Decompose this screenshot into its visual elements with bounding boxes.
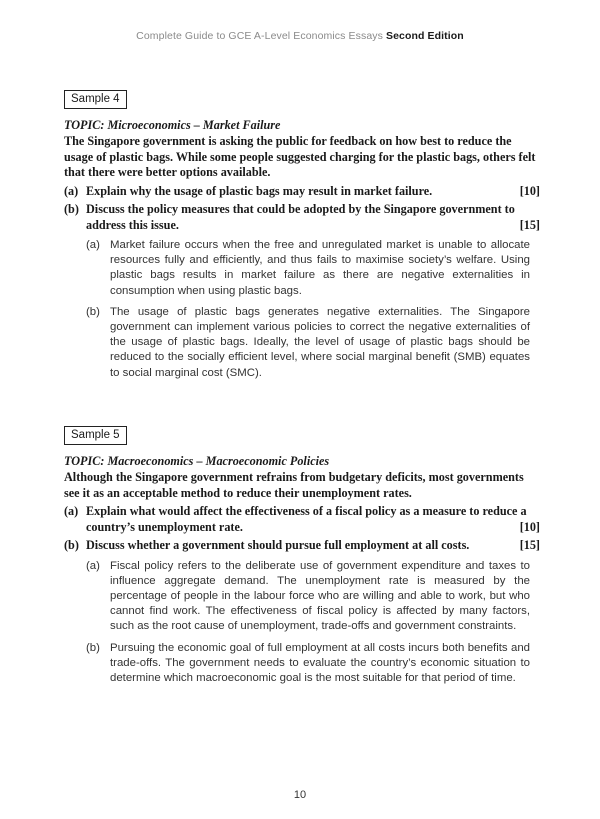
sample-5-section — [64, 453, 540, 686]
question-marks: [15] — [519, 217, 540, 232]
sample-5-label: Sample 5 — [64, 426, 127, 445]
sample-4-label: Sample 4 — [64, 90, 127, 109]
answer-text: Pursuing the economic goal of full employment at all costs incurs both benefits and trade-offs. The government needs to evaluate the country’s economic situation to determine which macroeconomic goal is the most suitable for that period of time. — [110, 641, 530, 684]
page-number: 10 — [293, 789, 307, 801]
answer-text: The usage of plastic bags generates negative externalities. The Singapore government can implement various policies to correct the negative externalities of the usage of plastic bags. Ideally, the level of usage of plastic bags should be reduced to the socially efficient level, where social marginal benefit (SMB) equates to social marginal cost (SMC). — [110, 305, 530, 379]
sample-5-question-b — [64, 538, 540, 554]
question-text: Explain why the usage of plastic bags may result in market failure. — [86, 183, 433, 198]
sample-4-answer-b — [64, 305, 540, 381]
header-title: Complete Guide to GCE A-Level Economics Essays — [136, 30, 383, 42]
question-label: (b) — [64, 538, 79, 552]
answer-text: Market failure occurs when the free and unregulated market is unable to allocate resources fully and efficiently, and thus fails to maximise society’s welfare. Using plastic bags results in market failure as there are negative externalities in consumption when using plastic bags. — [110, 239, 530, 297]
sample-5-topic: TOPIC: Macroeconomics – Macroeconomic Policies — [64, 454, 330, 468]
question-label: (a) — [64, 504, 79, 518]
running-header — [0, 30, 600, 42]
question-text: Discuss whether a government should pursue full employment at all costs. — [86, 538, 470, 552]
question-text: Discuss the policy measures that could be adopted by the Singapore government to address this issue. — [86, 202, 515, 232]
question-marks: [10] — [519, 183, 540, 198]
question-label: (a) — [64, 183, 79, 198]
sample-5-answer-b — [64, 641, 540, 687]
answer-text: Fiscal policy refers to the deliberate use of government expenditure and taxes to influence aggregate demand. The unemployment rate is measured by the percentage of people in the labour force who are willing and able to work, but who cannot find work. The effectiveness of fiscal policy is affected by many factors, such as the root cause of unemployment, trade-offs and government constraints. — [110, 559, 530, 633]
answer-label: (a) — [86, 239, 100, 251]
sample-5-prompt: Although the Singapore government refrains from budgetary deficits, most governments see it as an acceptable method to reduce their unemployment rates. — [64, 470, 524, 500]
sample-4-topic: TOPIC: Microeconomics – Market Failure — [64, 118, 281, 132]
question-label: (b) — [64, 202, 79, 216]
sample-4-question-b — [64, 202, 540, 233]
sample-5-answer-a — [64, 559, 540, 635]
question-marks: [10] — [519, 519, 540, 534]
sample-4-question-a — [64, 184, 540, 200]
question-text: Explain what would affect the effectiveness of a fiscal policy as a measure to reduce a country’s unemployment rate. — [86, 504, 527, 534]
header-edition: Second Edition — [386, 30, 464, 42]
sample-4-answer-a — [64, 238, 540, 299]
question-marks: [15] — [519, 538, 540, 552]
answer-label: (b) — [86, 641, 100, 654]
answer-label: (b) — [86, 305, 100, 318]
sample-5-question-a — [64, 504, 540, 535]
sample-4-section — [64, 117, 540, 381]
answer-label: (a) — [86, 559, 100, 572]
sample-4-prompt: The Singapore government is asking the public for feedback on how best to reduce the usage of plastic bags. While some people suggested charging for the plastic bags, others felt that there were better options available. — [64, 134, 536, 179]
